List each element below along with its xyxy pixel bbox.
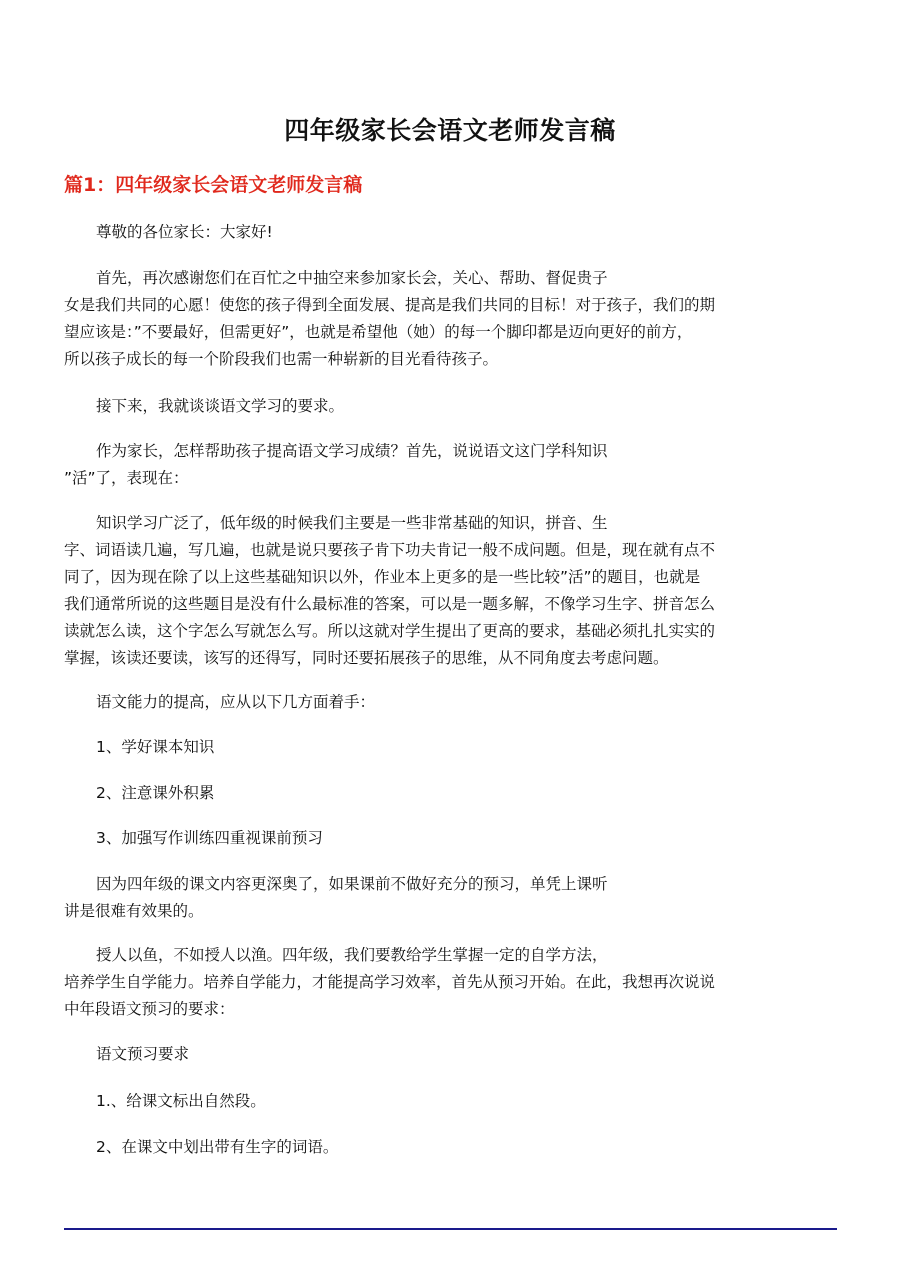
paragraph-line: 语文能力的提高，应从以下几方面着手：	[96, 693, 376, 711]
paragraph-line: 知识学习广泛了，低年级的时候我们主要是一些非常基础的知识，拼音、生	[96, 514, 608, 532]
paragraph-line: 培养学生自学能力。培养自学能力，才能提高学习效率，首先从预习开始。在此，我想再次说说	[64, 973, 716, 991]
paragraph-line: 中年段语文预习的要求：	[64, 1000, 235, 1018]
paragraph-line: 掌握，该读还要读，该写的还得写，同时还要拓展孩子的思维，从不同角度去考虑问题。	[64, 649, 669, 667]
paragraph-line: 字、词语读几遍，写几遍，也就是说只要孩子肯下功夫肯记一般不成问题。但是，现在就有点不	[64, 541, 716, 559]
paragraph-line: 首先，再次感谢您们在百忙之中抽空来参加家长会，关心、帮助、督促贵子	[96, 269, 608, 287]
paragraph-line: 所以孩子成长的每一个阶段我们也需一种崭新的目光看待孩子。	[64, 350, 499, 368]
paragraph-line: 语文预习要求	[96, 1045, 190, 1063]
paragraph-line: 同了，因为现在除了以上这些基础知识以外，作业本上更多的是一些比较”活”的题目，也就是	[64, 568, 701, 586]
paragraph-line: 讲是很难有效果的。	[64, 902, 204, 920]
list-item-text: 2、注意课外积累	[96, 784, 215, 802]
list-item-text: 3、加强写作训练四重视课前预习	[96, 829, 323, 847]
list-item	[64, 780, 839, 807]
list-item-text: 2、在课文中划出带有生字的词语。	[96, 1138, 339, 1156]
list-item	[64, 1134, 839, 1161]
paragraph-next	[64, 393, 839, 420]
paragraph-self-study	[64, 942, 839, 1023]
paragraph-thanks	[64, 265, 839, 373]
paragraph-requirements-heading	[64, 1041, 839, 1068]
paragraph-how-to-help	[64, 438, 839, 492]
greeting-paragraph	[64, 219, 839, 246]
paragraph-ability	[64, 689, 839, 716]
footer-divider	[64, 1228, 837, 1230]
paragraph-line: 接下来，我就谈谈语文学习的要求。	[96, 397, 345, 415]
paragraph-line: 因为四年级的课文内容更深奥了，如果课前不做好充分的预习，单凭上课听	[96, 875, 608, 893]
list-item	[64, 734, 839, 761]
paragraph-line: 望应该是：”不要最好，但需更好”，也就是希望他（她）的每一个脚印都是迈向更好的前方，	[64, 323, 693, 341]
paragraph-line: 读就怎么读，这个字怎么写就怎么写。所以这就对学生提出了更高的要求，基础必须扎扎实实的	[64, 622, 716, 640]
paragraph-preview	[64, 871, 839, 925]
list-item-text: 1.、给课文标出自然段。	[96, 1092, 266, 1110]
greeting-line: 尊敬的各位家长：大家好!	[96, 223, 273, 241]
paragraph-line: ”活”了，表现在：	[64, 469, 189, 487]
list-item	[64, 825, 839, 852]
section-heading: 篇1：四年级家长会语文老师发言稿	[64, 174, 363, 196]
paragraph-line: 作为家长，怎样帮助孩子提高语文学习成绩？首先，说说语文这门学科知识	[96, 442, 608, 460]
paragraph-knowledge	[64, 510, 839, 672]
list-item-text: 1、学好课本知识	[96, 738, 215, 756]
paragraph-line: 女是我们共同的心愿！使您的孩子得到全面发展、提高是我们共同的目标！对于孩子，我们的期	[64, 296, 716, 314]
list-item	[64, 1088, 839, 1115]
document-title: 四年级家长会语文老师发言稿	[284, 116, 616, 145]
paragraph-line: 授人以鱼，不如授人以渔。四年级，我们要教给学生掌握一定的自学方法，	[96, 946, 608, 964]
paragraph-line: 我们通常所说的这些题目是没有什么最标准的答案，可以是一题多解，不像学习生字、拼音怎么	[64, 595, 716, 613]
